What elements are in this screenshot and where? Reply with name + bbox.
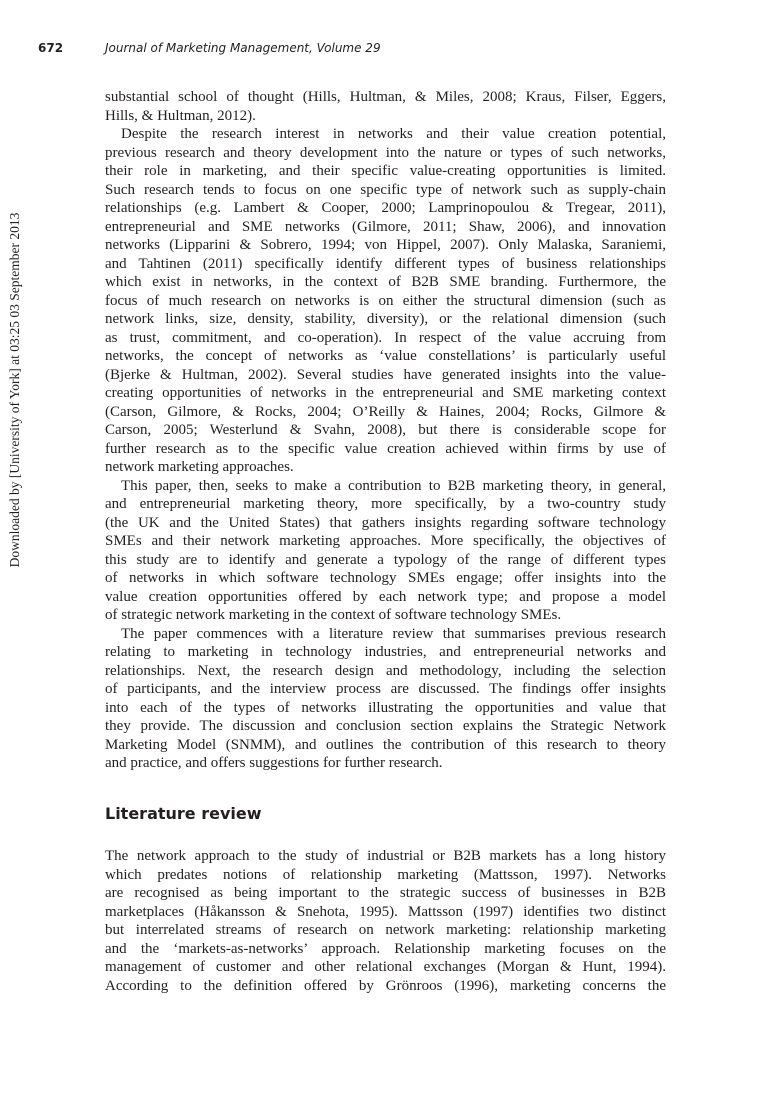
- text-line: Carson, 2005; Westerlund & Svahn, 2008), but there is considerable scope for: [105, 422, 666, 438]
- text-line: SMEs and their network marketing approaches. More specifically, the objectives of: [105, 533, 666, 549]
- text-line: network marketing approaches.: [105, 459, 294, 475]
- text-line: marketplaces (Håkansson & Snehota, 1995). Mattsson (1997) identifies two distinct: [105, 903, 666, 920]
- body-text-intro: [105, 88, 666, 773]
- download-note-text: Downloaded by [University of York] at 03:25 03 September 2013: [7, 212, 22, 568]
- text-line: further research as to the specific value creation achieved within firms by use of: [105, 440, 666, 457]
- text-line: but interrelated streams of research on network marketing: relationship marketing: [105, 922, 666, 938]
- text-line: value creation opportunities offered by each network type; and propose a model: [105, 588, 666, 605]
- text-line: networks (Lipparini & Sobrero, 1994; von Hippel, 2007). Only Malaska, Saraniemi,: [105, 237, 666, 253]
- text-line: relationships. Next, the research design and methodology, including the selection: [105, 662, 666, 679]
- text-line: relationships (e.g. Lambert & Cooper, 2000; Lamprinopoulou & Tregear, 2011),: [105, 200, 666, 216]
- text-line: networks, the concept of networks as ‘value constellations’ is particularly useful: [105, 348, 666, 364]
- text-line: into each of the types of networks illustrating the opportunities and value that: [105, 699, 666, 716]
- text-line: which exist in networks, in the context of B2B SME branding. Furthermore, the: [105, 274, 666, 290]
- text-line: they provide. The discussion and conclusion section explains the Strategic Network: [105, 718, 666, 734]
- text-line: Such research tends to focus on one specific type of network such as supply-chain: [105, 181, 666, 198]
- paragraph: [105, 88, 666, 125]
- text-line: and Tahtinen (2011) specifically identify different types of business relationships: [105, 255, 666, 272]
- text-line: focus of much research on networks is on either the structural dimension (such as: [105, 292, 666, 309]
- text-line: of strategic network marketing in the context of software technology SMEs.: [105, 607, 562, 623]
- text-line: (the UK and the United States) that gathers insights regarding software technology: [105, 514, 666, 531]
- text-line: entrepreneurial and SME networks (Gilmore, 2011; Shaw, 2006), and innovation: [105, 218, 666, 235]
- text-line: of networks in which software technology SMEs engage; offer insights into the: [105, 570, 666, 586]
- text-line: Hills, & Hultman, 2012).: [105, 107, 256, 124]
- page-number: 672: [38, 41, 64, 55]
- text-line: previous research and theory development into the nature or types of such networks,: [105, 144, 666, 161]
- text-line: network links, size, density, stability, diversity), or the relational dimension (such: [105, 311, 666, 327]
- text-line: as trust, commitment, and co-operation). In respect of the value accruing from: [105, 329, 666, 346]
- text-line: According to the definition offered by Grönroos (1996), marketing concerns the: [105, 977, 666, 994]
- paragraph: [105, 125, 666, 477]
- text-line: This paper, then, seeks to make a contribution to B2B marketing theory, in general,: [121, 477, 666, 494]
- paragraph: [105, 847, 666, 995]
- text-line: Despite the research interest in networks and their value creation potential,: [121, 126, 666, 142]
- text-line: substantial school of thought (Hills, Hultman, & Miles, 2008; Kraus, Filser, Eggers,: [105, 89, 666, 105]
- text-line: which predates notions of relationship marketing (Mattsson, 1997). Networks: [105, 866, 666, 883]
- text-line: relating to marketing in technology industries, and entrepreneurial networks and: [105, 644, 666, 660]
- text-line: (Bjerke & Hultman, 2002). Several studies have generated insights into the value-: [105, 366, 666, 383]
- text-line: Marketing Model (SNMM), and outlines the contribution of this research to theory: [105, 736, 666, 753]
- text-line: their role in marketing, and their specific value-creating opportunities is limited.: [105, 163, 666, 179]
- text-line: of participants, and the interview process are discussed. The findings offer insights: [105, 681, 666, 697]
- text-line: are recognised as being important to the strategic success of businesses in B2B: [105, 885, 666, 901]
- journal-title: Journal of Marketing Management, Volume 29: [105, 41, 381, 55]
- text-line: creating opportunities of networks in the entrepreneurial and SME marketing context: [105, 385, 666, 401]
- paragraph: [105, 477, 666, 625]
- text-line: management of customer and other relational exchanges (Morgan & Hunt, 1994).: [105, 959, 666, 975]
- text-line: and practice, and offers suggestions for further research.: [105, 755, 443, 771]
- text-line: The network approach to the study of industrial or B2B markets has a long history: [105, 848, 666, 864]
- body-text-literature-review: [105, 847, 666, 995]
- text-line: and the ‘markets-as-networks’ approach. Relationship marketing focuses on the: [105, 940, 666, 957]
- text-line: and entrepreneurial marketing theory, more specifically, by a two-country study: [105, 496, 666, 512]
- text-line: (Carson, Gilmore, & Rocks, 2004; O’Reilly & Haines, 2004; Rocks, Gilmore &: [105, 403, 666, 420]
- section-heading: Literature review: [105, 804, 262, 823]
- text-line: The paper commences with a literature review that summarises previous research: [121, 625, 666, 642]
- text-line: this study are to identify and generate a typology of the range of different types: [105, 551, 666, 568]
- paragraph: [105, 625, 666, 773]
